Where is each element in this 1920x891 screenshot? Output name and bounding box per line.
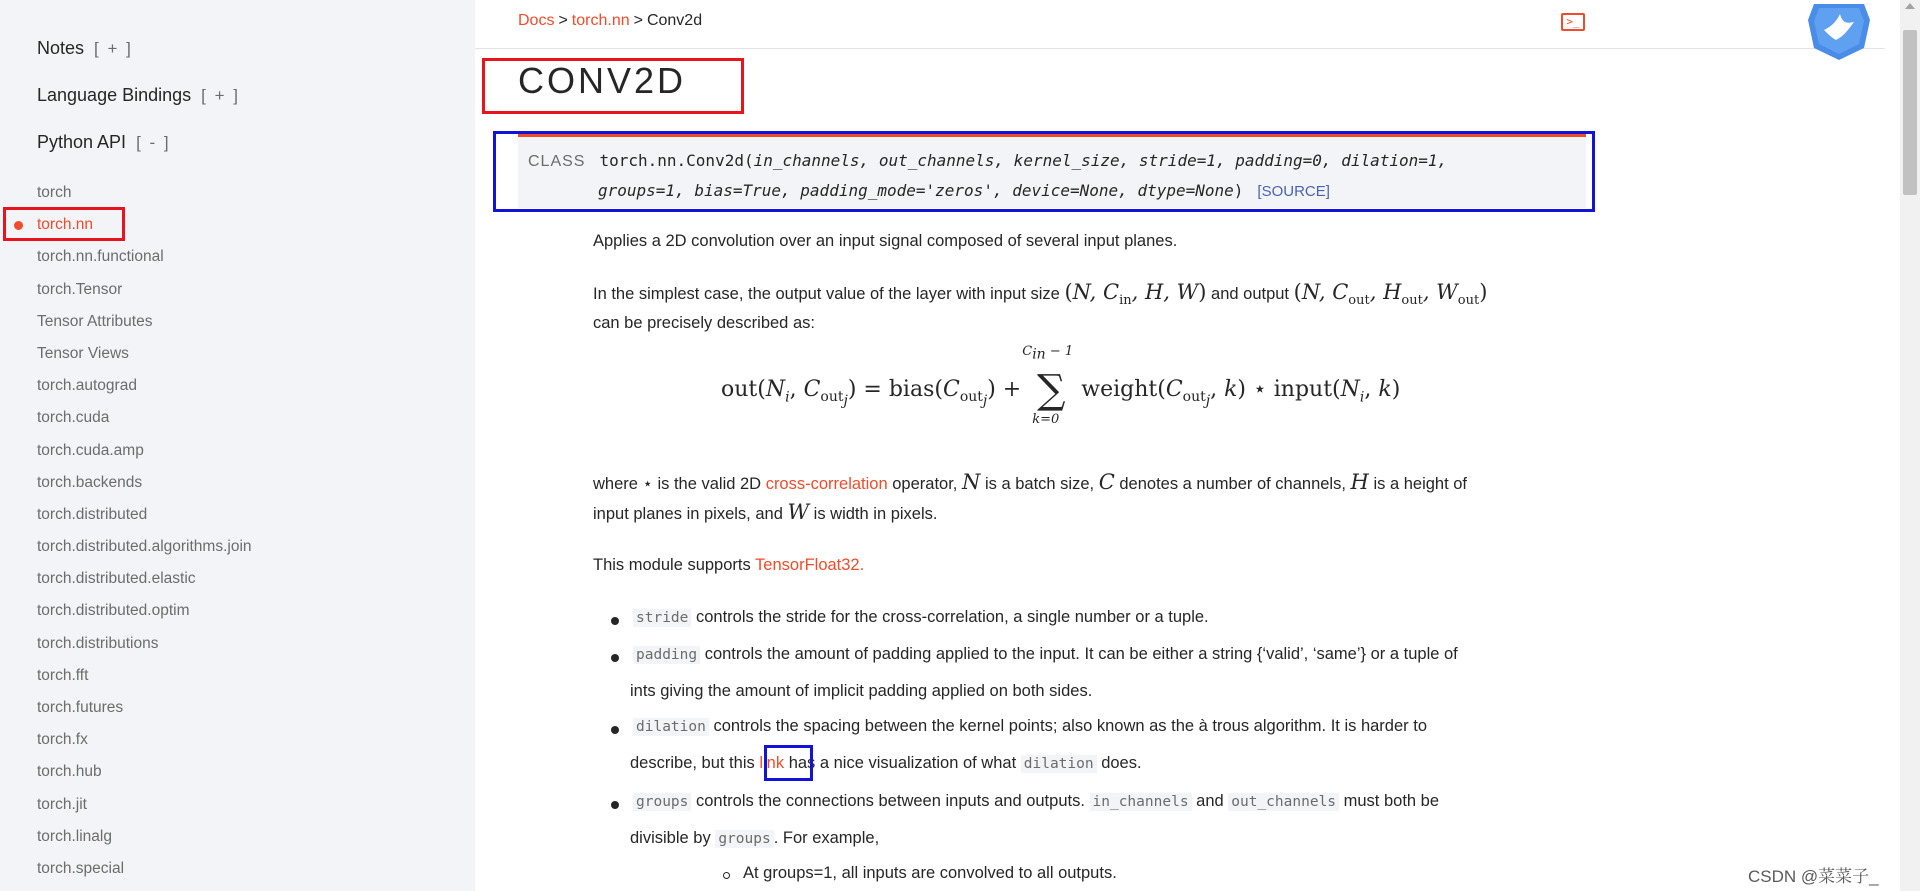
- breadcrumb-docs-link[interactable]: Docs: [518, 12, 555, 29]
- class-name: torch.nn.Conv2d(: [599, 151, 754, 170]
- class-signature: CLASS torch.nn.Conv2d(in_channels, out_channels, kernel_size, stride=1, padding=0, dilation=1, groups=1, bias=True, padding_mode='zeros', device=None, dtype=None) [SOURCE]: [518, 134, 1586, 208]
- sidebar-item-torch-hub[interactable]: torch.hub: [37, 763, 102, 781]
- bullet-dot: [611, 617, 619, 625]
- code-stride: stride: [633, 609, 691, 627]
- cross-correlation-link[interactable]: cross-correlation: [765, 475, 888, 493]
- breadcrumb-torch-nn-link[interactable]: torch.nn: [571, 12, 630, 29]
- sidebar-section-python-api[interactable]: Python API [ - ]: [37, 132, 171, 152]
- watermark: CSDN @菜菜子_: [1748, 867, 1879, 886]
- math-output-size: (N, $C_{out}$, $H_{out}$, $W_{out}$): [1293, 280, 1488, 309]
- sidebar-item-torch-nn-functional[interactable]: torch.nn.functional: [37, 248, 164, 266]
- sidebar-item-torch-autograd[interactable]: torch.autograd: [37, 377, 137, 395]
- list-item-groups: groups controls the connections between inputs and outputs. in_channels and out_channels must both be: [633, 792, 1439, 811]
- paragraph-simplest-case: In the simplest case, the output value of the layer with input size (N, $C_{in}$, H, W) and output (N, $C_{out}$, $H_{out}$, $W_{out}$): [593, 280, 1488, 309]
- code-padding: padding: [633, 646, 700, 664]
- sidebar-item-torch-cuda[interactable]: torch.cuda: [37, 409, 110, 427]
- sidebar-item-torch-linalg[interactable]: torch.linalg: [37, 827, 112, 845]
- sidebar-item-torch-cuda-amp[interactable]: torch.cuda.amp: [37, 441, 144, 459]
- sidebar-item-torch[interactable]: torch: [37, 184, 72, 201]
- convolution-formula: $out(N_i$, $C_{out_j}$) = $bias(C_{out_j})$ + ∑ $C_{in} - 1$ k=0 $weight(C_{out_j}$, k) ⋆ $input(N_i$, k): [721, 344, 1401, 427]
- code-dilation: dilation: [633, 718, 709, 736]
- page-title: CONV2D: [518, 60, 687, 101]
- sidebar-item-torch-nn[interactable]: torch.nn: [0, 209, 475, 241]
- bullet-dot: [611, 801, 619, 809]
- code-dilation: dilation: [1021, 755, 1097, 773]
- scrollbar-thumb[interactable]: [1903, 30, 1917, 195]
- sidebar-item-torch-distributions[interactable]: torch.distributions: [37, 634, 159, 652]
- sidebar: [0, 0, 475, 891]
- bullet-dot: [611, 654, 619, 662]
- list-item-dilation: dilation controls the spacing between the kernel points; also known as the à trous algorithm. It is harder to: [633, 717, 1427, 736]
- sidebar-item-torch-backends[interactable]: torch.backends: [37, 473, 143, 491]
- sidebar-section-language-bindings[interactable]: Language Bindings [ + ]: [37, 85, 240, 105]
- paragraph-intro: Applies a 2D convolution over an input signal composed of several input planes.: [593, 232, 1178, 250]
- code-out-channels: out_channels: [1228, 793, 1339, 811]
- code-groups: groups: [715, 830, 773, 848]
- sidebar-item-torch-distributed-optim[interactable]: torch.distributed.optim: [37, 602, 190, 620]
- list-item-padding-cont: ints giving the amount of implicit padding applied on both sides.: [630, 682, 1093, 700]
- paragraph-tf32: This module supports TensorFloat32.: [593, 556, 865, 574]
- signature-params-line1: in_channels, out_channels, kernel_size, stride=1, padding=0, dilation=1,: [753, 151, 1448, 170]
- breadcrumb-current: Conv2d: [646, 12, 703, 29]
- bullet-dot: [611, 726, 619, 734]
- sub-bullet-circle: [723, 872, 730, 879]
- sidebar-section-notes[interactable]: Notes [ + ]: [37, 38, 133, 58]
- visualization-link[interactable]: link: [759, 754, 785, 772]
- sub-list-item-groups-1: At groups=1, all inputs are convolved to all outputs.: [743, 864, 1117, 882]
- list-item-groups-cont: divisible by groups . For example,: [630, 829, 880, 847]
- sidebar-item-torch-special[interactable]: torch.special: [37, 859, 125, 877]
- collapse-toggle[interactable]: [ - ]: [136, 133, 171, 152]
- scroll-up-arrow-icon[interactable]: [1905, 3, 1915, 9]
- terminal-icon[interactable]: >_: [1561, 13, 1585, 31]
- sidebar-item-torch-tensor[interactable]: torch.Tensor: [37, 280, 123, 298]
- tensorfloat32-link[interactable]: TensorFloat32.: [755, 556, 865, 574]
- breadcrumb: Docs > torch.nn > Conv2d: [518, 12, 703, 29]
- code-groups: groups: [633, 793, 691, 811]
- sidebar-nav-list: [0, 177, 475, 885]
- paragraph-where: where ⋆ is the valid 2D cross-correlation operator, N is a batch size, C denotes a number of channels, H is a height of: [593, 470, 1468, 494]
- header-divider: [475, 48, 1885, 49]
- sidebar-item-torch-fx[interactable]: torch.fx: [37, 731, 88, 749]
- sidebar-item-torch-distributed[interactable]: torch.distributed: [37, 505, 148, 523]
- expand-toggle[interactable]: [ + ]: [201, 86, 240, 105]
- math-input-size: (N, $C_{in}$, H, W): [1064, 280, 1207, 309]
- expand-toggle[interactable]: [ + ]: [94, 39, 133, 58]
- paragraph-where-cont: input planes in pixels, and W is width in pixels.: [593, 500, 938, 524]
- list-item-stride: stride controls the stride for the cross-correlation, a single number or a tuple.: [633, 608, 1209, 627]
- sidebar-item-torch-jit[interactable]: torch.jit: [37, 795, 87, 813]
- class-label: CLASS: [528, 153, 586, 170]
- sidebar-item-torch-distributed-algorithms-join[interactable]: torch.distributed.algorithms.join: [37, 538, 252, 556]
- paragraph-simplest-case-cont: can be precisely described as:: [593, 314, 815, 332]
- code-in-channels: in_channels: [1090, 793, 1192, 811]
- source-link[interactable]: [SOURCE]: [1257, 183, 1330, 200]
- sidebar-item-torch-distributed-elastic[interactable]: torch.distributed.elastic: [37, 570, 196, 588]
- list-item-padding: padding controls the amount of padding applied to the input. It can be either a string {‘valid’, ‘same’} or a tuple of: [633, 645, 1458, 664]
- sidebar-item-torch-fft[interactable]: torch.fft: [37, 666, 89, 684]
- page-scrollbar[interactable]: [1900, 0, 1920, 891]
- sidebar-item-torch-futures[interactable]: torch.futures: [37, 699, 124, 716]
- list-item-dilation-cont: describe, but this link has a nice visualization of what dilation does.: [630, 754, 1142, 772]
- sidebar-item-tensor-attributes[interactable]: Tensor Attributes: [37, 312, 153, 330]
- bird-shield-logo-icon[interactable]: [1806, 0, 1872, 60]
- sidebar-item-tensor-views[interactable]: Tensor Views: [37, 344, 129, 362]
- signature-params-line2: groups=1, bias=True, padding_mode='zeros', device=None, dtype=None: [598, 181, 1234, 200]
